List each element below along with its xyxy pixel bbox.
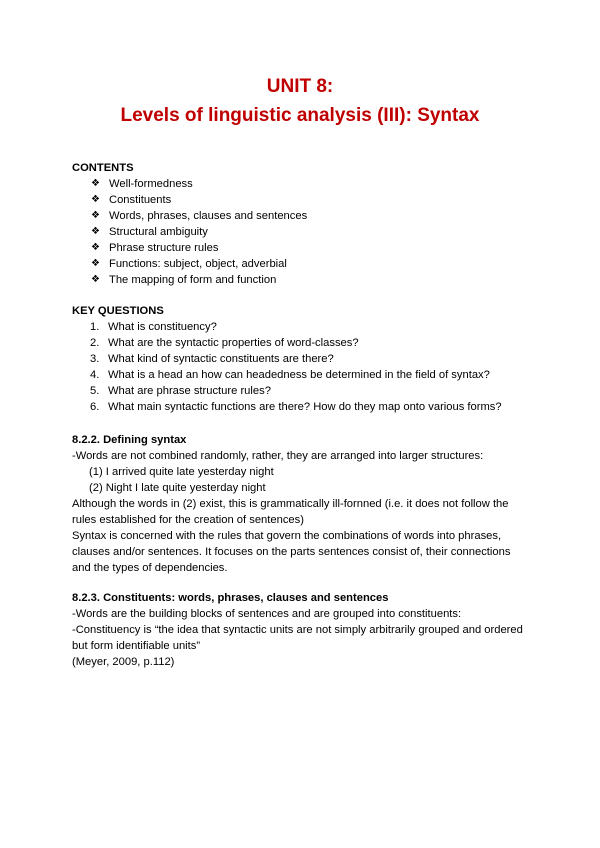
unit-title: UNIT 8:: [266, 76, 334, 97]
list-item: 6. What main syntactic functions are there? How do they map onto various forms?: [90, 401, 502, 413]
list-item: ❖ Functions: subject, object, adverbial: [91, 258, 287, 270]
section-constituents: [72, 590, 532, 670]
list-item: 1. What is constituency?: [90, 321, 217, 333]
paragraph: Syntax is concerned with the rules that govern the combinations of words into phrases, clauses and/or sentences. It focuses on the parts sentences consist of, their connections and the types of dependencies.: [72, 530, 511, 574]
list-item: 5. What are phrase structure rules?: [90, 385, 271, 397]
example-sentence: (1) I arrived quite late yesterday night: [89, 466, 274, 478]
list-item: ❖ Words, phrases, clauses and sentences: [91, 210, 308, 222]
key-questions-section: [72, 303, 542, 415]
diamond-bullet-icon: ❖: [91, 242, 100, 253]
list-item: ❖ Well-formedness: [91, 178, 193, 190]
list-item: 2. What are the syntactic properties of word-classes?: [90, 337, 359, 349]
paragraph: -Words are the building blocks of sentences and are grouped into constituents:: [72, 608, 462, 620]
diamond-bullet-icon: ❖: [91, 258, 100, 269]
list-item: ❖ Phrase structure rules: [91, 242, 219, 254]
diamond-bullet-icon: ❖: [91, 274, 100, 285]
contents-list: [72, 176, 542, 288]
unit-subtitle: Levels of linguistic analysis (III): Syntax: [120, 105, 480, 126]
contents-section: [72, 160, 542, 288]
section-heading: 8.2.2. Defining syntax: [72, 434, 187, 446]
contents-heading: CONTENTS: [72, 162, 134, 174]
list-item: ❖ Structural ambiguity: [91, 226, 208, 238]
example-sentence: (2) Night I late quite yesterday night: [89, 482, 266, 494]
diamond-bullet-icon: ❖: [91, 226, 100, 237]
list-item: ❖ Constituents: [91, 194, 172, 206]
diamond-bullet-icon: ❖: [91, 210, 100, 221]
paragraph: -Constituency is “the idea that syntactic units are not simply arbitrarily grouped and ordered but form identifiable units”: [72, 624, 523, 652]
list-item: 3. What kind of syntactic constituents are there?: [90, 353, 334, 365]
key-questions-heading: KEY QUESTIONS: [72, 305, 164, 317]
paragraph: Although the words in (2) exist, this is grammatically ill-fornned (i.e. it does not follow the rules established for the creation of sentences): [72, 498, 509, 526]
paragraph: -Words are not combined randomly, rather, they are arranged into larger structures:: [72, 450, 484, 462]
diamond-bullet-icon: ❖: [91, 178, 100, 189]
list-item: 4. What is a head an how can headedness be determined in the field of syntax?: [90, 369, 490, 381]
citation: (Meyer, 2009, p.112): [72, 656, 175, 668]
key-questions-list: [72, 319, 542, 415]
section-heading: 8.2.3. Constituents: words, phrases, clauses and sentences: [72, 592, 389, 604]
list-item: ❖ The mapping of form and function: [91, 274, 277, 286]
section-defining-syntax: [72, 432, 532, 576]
diamond-bullet-icon: ❖: [91, 194, 100, 205]
